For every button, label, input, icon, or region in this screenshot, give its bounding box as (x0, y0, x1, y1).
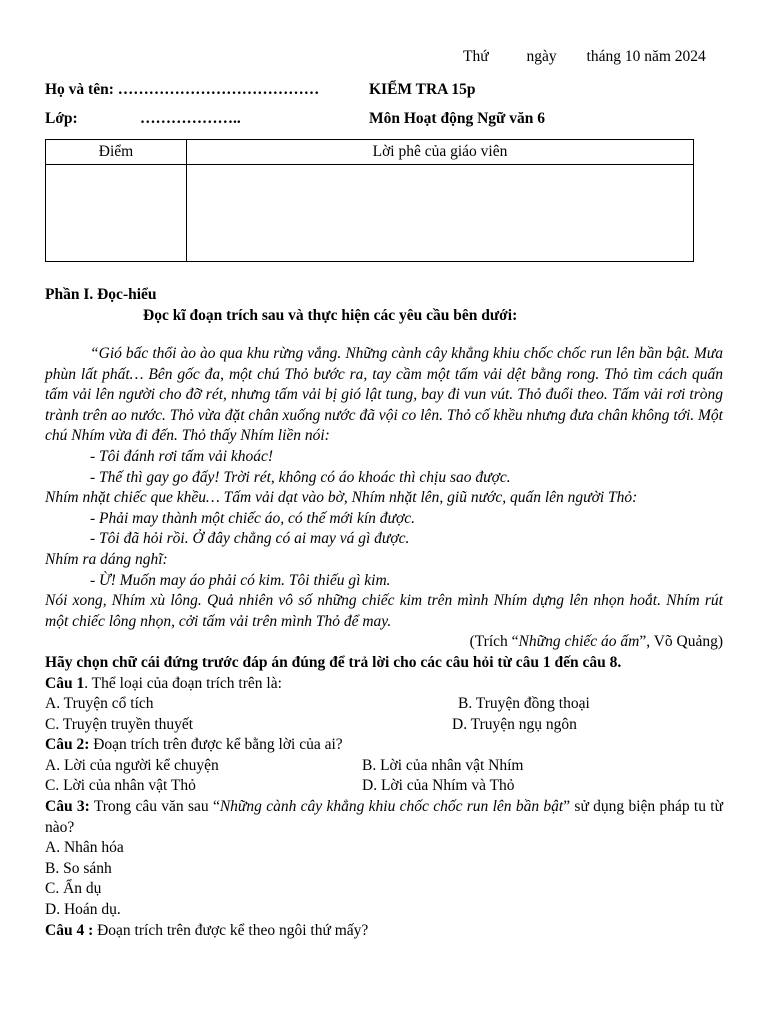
question-1-text: . Thể loại của đoạn trích trên là: (84, 674, 282, 692)
test-title: KIỂM TRA 15p (369, 81, 476, 98)
passage-paragraph: “Gió bấc thổi ào ào qua khu rừng vắng. Những cành cây khẳng khiu chốc chốc run lên bần bật. Mưa phùn lất phất… Bên gốc đa, một chú Thỏ bước ra, tay cầm một tấm vải dệt bằng rong. Thỏ tìm cách quấn tấm vải lên người cho đỡ rét, nhưng tấm vải bị gió lật tung, bay đi vun vút. Thỏ đuổi theo. Tấm vải rơi tròng trành trên ao nước. Thỏ vừa đặt chân xuống nước đã vội co lên. Thỏ cố khều nhưng đưa chân không tới. Một chú Nhím vừa đi đến. Thỏ thấy Nhím liền nói: (45, 345, 723, 445)
passage-line: Nói xong, Nhím xù lông. Quả nhiên vô số những chiếc kim trên mình Nhím dựng lên nhọn hoắt. Nhím rút một chiếc lông nhọn, cởi tấm vải trên mình Thỏ để may. (45, 592, 723, 630)
passage-line: - Thế thì gay go đấy! Trời rét, không có áo khoác thì chịu sao được. (90, 468, 511, 486)
question-3-quote: Những cành cây khẳng khiu chốc chốc run lên bần bật (219, 798, 564, 816)
section-instruction: Đọc kĩ đoạn trích sau và thực hiện các yêu cầu bên dưới: (143, 307, 518, 324)
q2-option-a: A. Lời của người kể chuyện (45, 756, 219, 774)
question-1-options-row (45, 694, 723, 715)
question-2-label: Câu 2: (45, 736, 90, 754)
question-1-options-row (45, 715, 723, 736)
comment-cell (187, 165, 694, 262)
grade-table (45, 139, 694, 262)
q1-option-c: C. Truyện truyền thuyết (45, 715, 194, 733)
question-4-label: Câu 4 : (45, 921, 94, 939)
score-header: Điểm (46, 140, 187, 165)
q2-option-c: C. Lời của nhân vật Thỏ (45, 777, 196, 795)
main-content (45, 344, 723, 941)
class-dots: ……………….. (140, 110, 241, 127)
q3-option-c: C. Ẩn dụ (45, 880, 102, 898)
question-2 (45, 735, 723, 756)
q2-option-b: B. Lời của nhân vật Nhím (362, 756, 524, 774)
question-4-text: Đoạn trích trên được kể theo ngôi thứ mấy? (93, 921, 369, 939)
question-1-label: Câu 1 (45, 674, 85, 692)
q3-option-a: A. Nhân hóa (45, 839, 124, 857)
source-title: Những chiếc áo ấm (518, 633, 640, 651)
question-2-options-row (45, 756, 723, 777)
student-name-label: Họ và tên: ………………………………… (45, 81, 320, 98)
date-line (463, 47, 706, 67)
question-4 (45, 921, 723, 942)
date-weekday: Thứ (463, 48, 489, 65)
date-month-year: tháng 10 năm 2024 (586, 48, 706, 65)
comment-header: Lời phê của giáo viên (187, 140, 694, 165)
score-cell (46, 165, 187, 262)
passage-line: - Phải may thành một chiếc áo, có thế mới kín được. (90, 509, 416, 527)
passage-line: Nhím nhặt chiếc que khều… Tấm vải dạt vào bờ, Nhím nhặt lên, giũ nước, quấn lên người Thỏ: (45, 489, 638, 507)
q1-option-d: D. Truyện ngụ ngôn (452, 715, 577, 733)
passage-line: - Tôi đánh rơi tấm vải khoác! (90, 447, 274, 465)
q3-option-b: B. So sánh (45, 859, 112, 877)
subject-title: Môn Hoạt động Ngữ văn 6 (369, 110, 545, 127)
q1-option-b: B. Truyện đồng thoại (458, 695, 590, 713)
questions-instruction: Hãy chọn chữ cái đứng trước đáp án đúng để trả lời cho các câu hỏi từ câu 1 đến câu 8. (45, 653, 622, 671)
q3-option-d: D. Hoán dụ. (45, 901, 121, 919)
q1-option-a: A. Truyện cổ tích (45, 695, 154, 713)
question-1 (45, 674, 723, 695)
date-day: ngày (526, 48, 557, 65)
passage-line: - Ừ! Muốn may áo phải có kim. Tôi thiếu gì kim. (90, 571, 391, 589)
passage-line: Nhím ra dáng nghĩ: (45, 550, 168, 568)
question-2-text: Đoạn trích trên được kể bằng lời của ai? (89, 736, 343, 754)
q2-option-d: D. Lời của Nhím và Thỏ (362, 777, 515, 795)
question-3-label: Câu 3: (45, 798, 90, 816)
passage-source: (Trích “Những chiếc áo ấm”, Võ Quảng) (469, 633, 723, 651)
passage-line: - Tôi đã hỏi rồi. Ở đây chẳng có ai may vá gì được. (90, 530, 410, 548)
class-label: Lớp: (45, 110, 78, 127)
question-3: Câu 3: Trong câu văn sau “Những cành cây khẳng khiu chốc chốc run lên bần bật” sử dụng biện pháp tu từ nào? (45, 798, 723, 836)
question-2-options-row (45, 776, 723, 797)
section-title: Phần I. Đọc-hiểu (45, 286, 157, 303)
